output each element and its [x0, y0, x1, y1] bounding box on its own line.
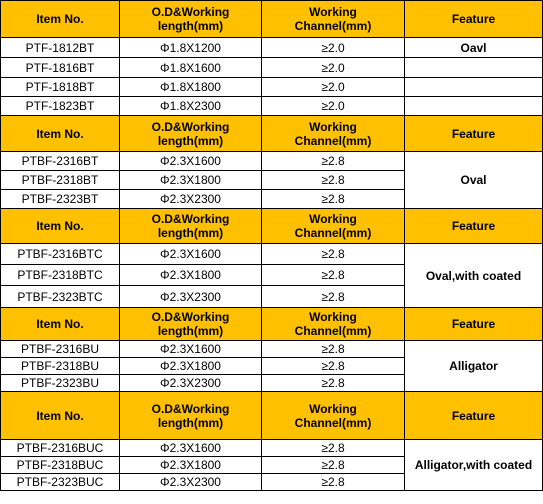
- channel-cell: ≥2.8: [262, 474, 405, 491]
- table-row: [1, 78, 543, 97]
- header-working-channel: [262, 392, 405, 440]
- header-od-line1: O.D&Working: [151, 119, 230, 134]
- header-wc-line2: Channel(mm): [294, 415, 372, 430]
- channel-cell: ≥2.8: [262, 190, 405, 209]
- od-length-cell: Φ2.3X1600: [120, 440, 262, 457]
- header-od-line2: length(mm): [157, 226, 224, 240]
- header-working-channel: [262, 116, 405, 152]
- feature-blank-cell: [405, 97, 543, 116]
- od-length-cell: Φ2.3X1600: [120, 244, 262, 265]
- channel-cell: ≥2.8: [262, 244, 405, 265]
- item-no-cell: PTBF-2323BTC: [1, 286, 120, 308]
- channel-cell: ≥2.0: [262, 58, 405, 78]
- header-wc-line1: Working: [309, 310, 357, 324]
- od-length-cell: Φ2.3X1800: [120, 265, 262, 286]
- header-od-working-length: [120, 209, 262, 244]
- table-row: [1, 58, 543, 78]
- header-od-working-length: [120, 116, 262, 152]
- header-wc-line1: Working: [309, 119, 357, 134]
- od-length-cell: Φ1.8X1800: [120, 78, 262, 97]
- item-no-cell: PTF-1812BT: [1, 38, 120, 58]
- item-no-cell: PTF-1816BT: [1, 58, 120, 78]
- header-wc-line2: Channel(mm): [294, 226, 372, 240]
- channel-cell: ≥2.0: [262, 78, 405, 97]
- header-wc-line2: Channel(mm): [294, 324, 372, 338]
- header-wc-line2: Channel(mm): [294, 133, 372, 148]
- od-length-cell: Φ2.3X2300: [120, 474, 262, 491]
- feature-cell: Oavl: [405, 38, 543, 58]
- header-od-working-length: [120, 392, 262, 440]
- header-od-line2: length(mm): [157, 19, 224, 33]
- od-length-cell: Φ2.3X1800: [120, 171, 262, 190]
- channel-cell: ≥2.8: [262, 265, 405, 286]
- header-wc-line1: Working: [309, 401, 357, 416]
- channel-cell: ≥2.8: [262, 440, 405, 457]
- feature-blank-cell: [405, 58, 543, 78]
- channel-cell: ≥2.8: [262, 171, 405, 190]
- od-length-cell: Φ1.8X1600: [120, 58, 262, 78]
- item-no-cell: PTBF-2316BUC: [1, 440, 120, 457]
- item-no-cell: PTF-1818BT: [1, 78, 120, 97]
- feature-blank-cell: [405, 78, 543, 97]
- feature-cell: Oval: [405, 152, 543, 209]
- od-length-cell: Φ2.3X2300: [120, 375, 262, 392]
- header-item-no: Item No.: [1, 116, 120, 152]
- item-no-cell: PTBF-2323BUC: [1, 474, 120, 491]
- od-length-cell: Φ2.3X2300: [120, 286, 262, 308]
- od-length-cell: Φ2.3X2300: [120, 190, 262, 209]
- header-od-line2: length(mm): [157, 324, 224, 338]
- channel-cell: ≥2.0: [262, 38, 405, 58]
- header-od-line2: length(mm): [157, 133, 224, 148]
- item-no-cell: PTBF-2318BT: [1, 171, 120, 190]
- header-feature: Feature: [405, 209, 543, 244]
- header-row: [1, 1, 543, 38]
- header-working-channel: [262, 308, 405, 341]
- od-length-cell: Φ2.3X1800: [120, 358, 262, 375]
- header-row: [1, 209, 543, 244]
- header-wc-line1: Working: [309, 5, 357, 19]
- feature-cell: Alligator: [405, 341, 543, 392]
- header-od-line1: O.D&Working: [151, 401, 230, 416]
- header-od-working-length: [120, 1, 262, 38]
- table-row: [1, 152, 543, 171]
- item-no-cell: PTBF-2316BT: [1, 152, 120, 171]
- item-no-cell: PTBF-2318BTC: [1, 265, 120, 286]
- header-wc-line2: Channel(mm): [294, 19, 372, 33]
- header-wc-line1: Working: [309, 212, 357, 226]
- header-row: [1, 392, 543, 440]
- table-row: [1, 97, 543, 116]
- channel-cell: ≥2.8: [262, 286, 405, 308]
- header-feature: Feature: [405, 1, 543, 38]
- table-row: [1, 341, 543, 358]
- channel-cell: ≥2.0: [262, 97, 405, 116]
- channel-cell: ≥2.8: [262, 457, 405, 474]
- header-feature: Feature: [405, 392, 543, 440]
- header-item-no: Item No.: [1, 1, 120, 38]
- table-row: [1, 440, 543, 457]
- header-feature: Feature: [405, 116, 543, 152]
- header-working-channel: [262, 1, 405, 38]
- od-length-cell: Φ2.3X1800: [120, 457, 262, 474]
- header-row: [1, 116, 543, 152]
- feature-cell: Alligator,with coated: [405, 440, 543, 491]
- item-no-cell: PTBF-2318BUC: [1, 457, 120, 474]
- item-no-cell: PTBF-2323BU: [1, 375, 120, 392]
- feature-cell: Oval,with coated: [405, 244, 543, 308]
- item-no-cell: PTBF-2316BTC: [1, 244, 120, 265]
- header-od-line2: length(mm): [157, 415, 224, 430]
- item-no-cell: PTBF-2316BU: [1, 341, 120, 358]
- table-row: [1, 244, 543, 265]
- header-row: [1, 308, 543, 341]
- channel-cell: ≥2.8: [262, 341, 405, 358]
- header-item-no: Item No.: [1, 392, 120, 440]
- channel-cell: ≥2.8: [262, 152, 405, 171]
- header-item-no: Item No.: [1, 308, 120, 341]
- header-working-channel: [262, 209, 405, 244]
- header-od-line1: O.D&Working: [151, 212, 230, 226]
- header-od-line1: O.D&Working: [151, 5, 230, 19]
- item-no-cell: PTBF-2323BT: [1, 190, 120, 209]
- header-od-working-length: [120, 308, 262, 341]
- od-length-cell: Φ1.8X1200: [120, 38, 262, 58]
- od-length-cell: Φ2.3X1600: [120, 341, 262, 358]
- item-no-cell: PTF-1823BT: [1, 97, 120, 116]
- header-od-line1: O.D&Working: [151, 310, 230, 324]
- channel-cell: ≥2.8: [262, 358, 405, 375]
- item-no-cell: PTBF-2318BU: [1, 358, 120, 375]
- table-row: [1, 38, 543, 58]
- od-length-cell: Φ2.3X1600: [120, 152, 262, 171]
- od-length-cell: Φ1.8X2300: [120, 97, 262, 116]
- header-item-no: Item No.: [1, 209, 120, 244]
- channel-cell: ≥2.8: [262, 375, 405, 392]
- header-feature: Feature: [405, 308, 543, 341]
